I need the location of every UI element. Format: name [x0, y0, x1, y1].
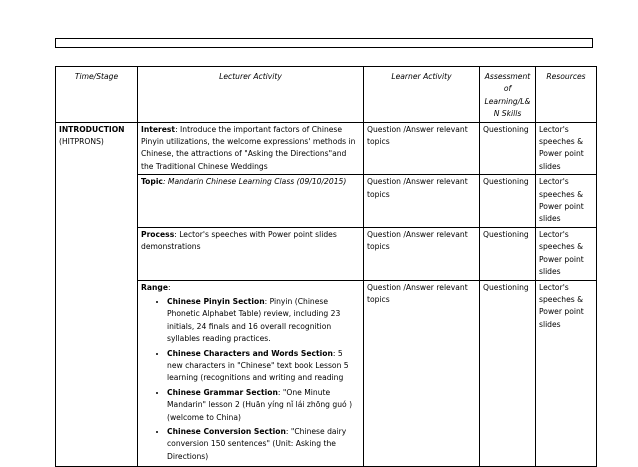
range-item-text: : "Chinese dairy conversion 150 sentences" (Unit: Asking the Directions)	[167, 426, 347, 461]
header-time-stage: Time/Stage	[56, 67, 138, 123]
lecturer-text: : Mandarin Chinese Learning Class (09/10/2015)	[162, 177, 347, 187]
list-item	[167, 426, 360, 463]
list-item	[167, 348, 360, 385]
range-item-text: : "One Minute Mandarin" lesson 2 (Huān yíng nǐ lái zhōng guó ) (welcome to China)	[167, 387, 353, 422]
stage-code: (HITPRONS)	[59, 137, 104, 147]
range-item-label: Chinese Pinyin Section	[167, 296, 265, 306]
table-row	[56, 227, 597, 280]
range-list	[141, 296, 360, 463]
range-item-label: Chinese Grammar Section	[167, 387, 278, 397]
learner-activity-cell: Question /Answer relevant topics	[364, 227, 480, 280]
header-lecturer-activity: Lecturer Activity	[138, 67, 364, 123]
list-item	[167, 387, 360, 424]
header-learner-activity: Learner Activity	[364, 67, 480, 123]
lecturer-activity-cell	[138, 175, 364, 228]
assessment-cell: Questioning	[480, 175, 536, 228]
lecturer-text: : Introduce the important factors of Chinese Pinyin utilizations, the welcome expressions' methods in Chinese, the attractions of "Asking the Directions"and the Traditional Chinese Weddings	[141, 124, 356, 171]
learner-activity-cell: Question /Answer relevant topics	[364, 280, 480, 467]
table-row	[56, 175, 597, 228]
table-header-row	[56, 67, 597, 123]
stage-title: INTRODUCTION	[59, 124, 125, 134]
lesson-plan-table	[55, 66, 597, 467]
assessment-cell: Questioning	[480, 280, 536, 467]
lecturer-label: Process	[141, 229, 175, 239]
range-item-label: Chinese Conversion Section	[167, 426, 286, 436]
resources-cell: Lector's speeches & Power point slides	[536, 122, 597, 175]
range-item-label: Chinese Characters and Words Section	[167, 348, 333, 358]
header-resources: Resources	[536, 67, 597, 123]
table-row	[56, 122, 597, 175]
header-assessment: Assessment of Learning/L& N Skills	[480, 67, 536, 123]
lecturer-label: Topic	[141, 177, 163, 187]
stage-cell	[56, 122, 138, 467]
lecturer-colon: :	[167, 282, 171, 292]
lecturer-label: Range	[141, 282, 168, 292]
assessment-cell: Questioning	[480, 227, 536, 280]
range-item-text: : 5 new characters in "Chinese" text book Lesson 5 learning (recognitions and writing and reading	[167, 348, 349, 383]
lecturer-activity-cell	[138, 122, 364, 175]
resources-cell: Lector's speeches & Power point slides	[536, 175, 597, 228]
list-item	[167, 296, 360, 346]
learner-activity-cell: Question /Answer relevant topics	[364, 122, 480, 175]
range-item-text: : Pinyin (Chinese Phonetic Alphabet Table) review, including 23 initials, 24 finals and 16 overall recognition syllables reading practices.	[167, 296, 341, 344]
learner-activity-cell: Question /Answer relevant topics	[364, 175, 480, 228]
resources-cell: Lector's speeches & Power point slides	[536, 227, 597, 280]
resources-cell: Lector's speeches & Power point slides	[536, 280, 597, 467]
lecturer-activity-cell	[138, 227, 364, 280]
table-row	[56, 280, 597, 467]
lecturer-label: Interest	[141, 124, 176, 134]
lecturer-activity-cell	[138, 280, 364, 467]
lecturer-text: : Lector's speeches with Power point slides demonstrations	[141, 229, 337, 252]
assessment-cell: Questioning	[480, 122, 536, 175]
header-box	[55, 38, 593, 48]
